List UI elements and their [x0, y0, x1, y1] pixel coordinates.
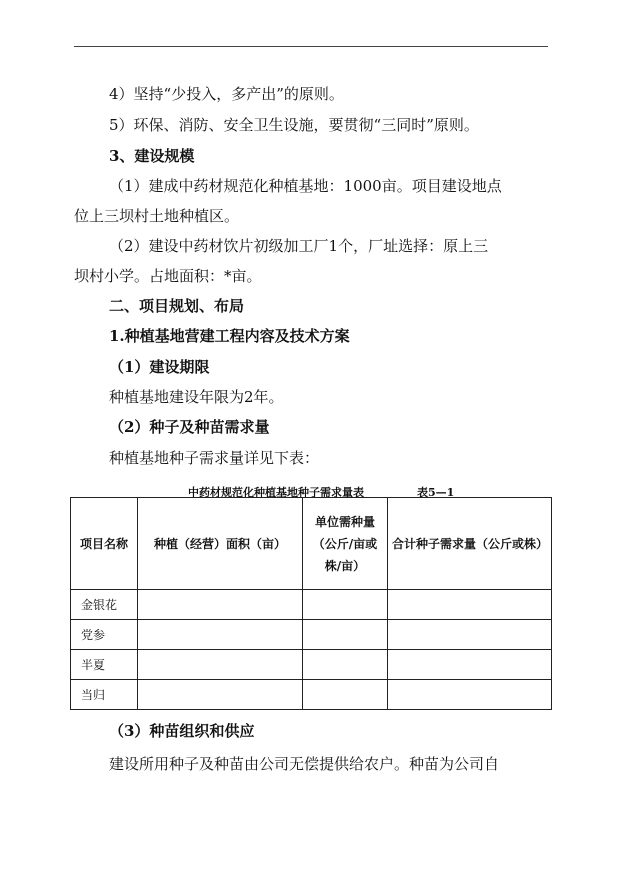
- total-cell: [388, 620, 552, 650]
- scale-item-1-line1: （1）建成中药材规范化种植基地：1000亩。项目建设地点: [109, 177, 502, 195]
- heading-seedling-supply: （3）种苗组织和供应: [109, 722, 255, 740]
- unit-cell: [303, 620, 388, 650]
- principle-5: 5）环保、消防、安全卫生设施，要贯彻“三同时”原则。: [109, 116, 479, 134]
- area-cell: [138, 680, 303, 710]
- header-total-seed: 合计种子需求量（公斤或株）: [388, 498, 552, 590]
- table-row: [71, 590, 552, 620]
- header-planting-area: 种植（经营）面积（亩）: [138, 498, 303, 590]
- table-row: [71, 650, 552, 680]
- heading-planting-base: 1.种植基地营建工程内容及技术方案: [109, 327, 350, 345]
- area-cell: [138, 590, 303, 620]
- total-cell: [388, 590, 552, 620]
- table-number: 表5—1: [417, 486, 455, 499]
- table-row: [71, 680, 552, 710]
- scale-item-2-line2: 坝村小学。占地面积：*亩。: [74, 267, 262, 285]
- heading-construction-scale: 3、建设规模: [109, 147, 195, 165]
- header-unit-seed-line2: （公斤/亩或: [312, 536, 378, 551]
- header-unit-seed-line3: 株/亩）: [324, 558, 366, 573]
- row-name-cell: 党参: [71, 620, 138, 650]
- scale-item-2-line1: （2）建设中药材饮片初级加工厂1个，厂址选择：原上三: [109, 237, 489, 255]
- seed-demand-text: 种植基地种子需求量详见下表：: [109, 449, 320, 467]
- heading-seed-demand: （2）种子及种苗需求量: [109, 418, 270, 436]
- header-rule: [74, 46, 548, 47]
- heading-section-2: 二、项目规划、布局: [109, 297, 245, 315]
- total-cell: [388, 680, 552, 710]
- area-cell: [138, 620, 303, 650]
- row-name-cell: 半夏: [71, 650, 138, 680]
- row-name-cell: 金银花: [71, 590, 138, 620]
- header-project-name: 项目名称: [71, 498, 138, 590]
- seedling-supply-text: 建设所用种子及种苗由公司无偿提供给农户。种苗为公司自: [109, 755, 500, 773]
- heading-construction-period: （1）建设期限: [109, 358, 210, 376]
- area-cell: [138, 650, 303, 680]
- header-unit-seed: [303, 498, 388, 590]
- table-header-row: [71, 498, 552, 590]
- seed-demand-table: [70, 497, 552, 710]
- table-title: 中药材规范化种植基地种子需求量表: [188, 486, 364, 499]
- unit-cell: [303, 590, 388, 620]
- total-cell: [388, 650, 552, 680]
- scale-item-1-line2: 位上三坝村土地种植区。: [74, 207, 240, 225]
- header-unit-seed-line1: 单位需种量: [314, 514, 375, 529]
- period-text: 种植基地建设年限为2年。: [109, 388, 284, 406]
- principle-4: 4）坚持“少投入，多产出”的原则。: [109, 85, 344, 103]
- row-name-cell: 当归: [71, 680, 138, 710]
- unit-cell: [303, 680, 388, 710]
- unit-cell: [303, 650, 388, 680]
- table-row: [71, 620, 552, 650]
